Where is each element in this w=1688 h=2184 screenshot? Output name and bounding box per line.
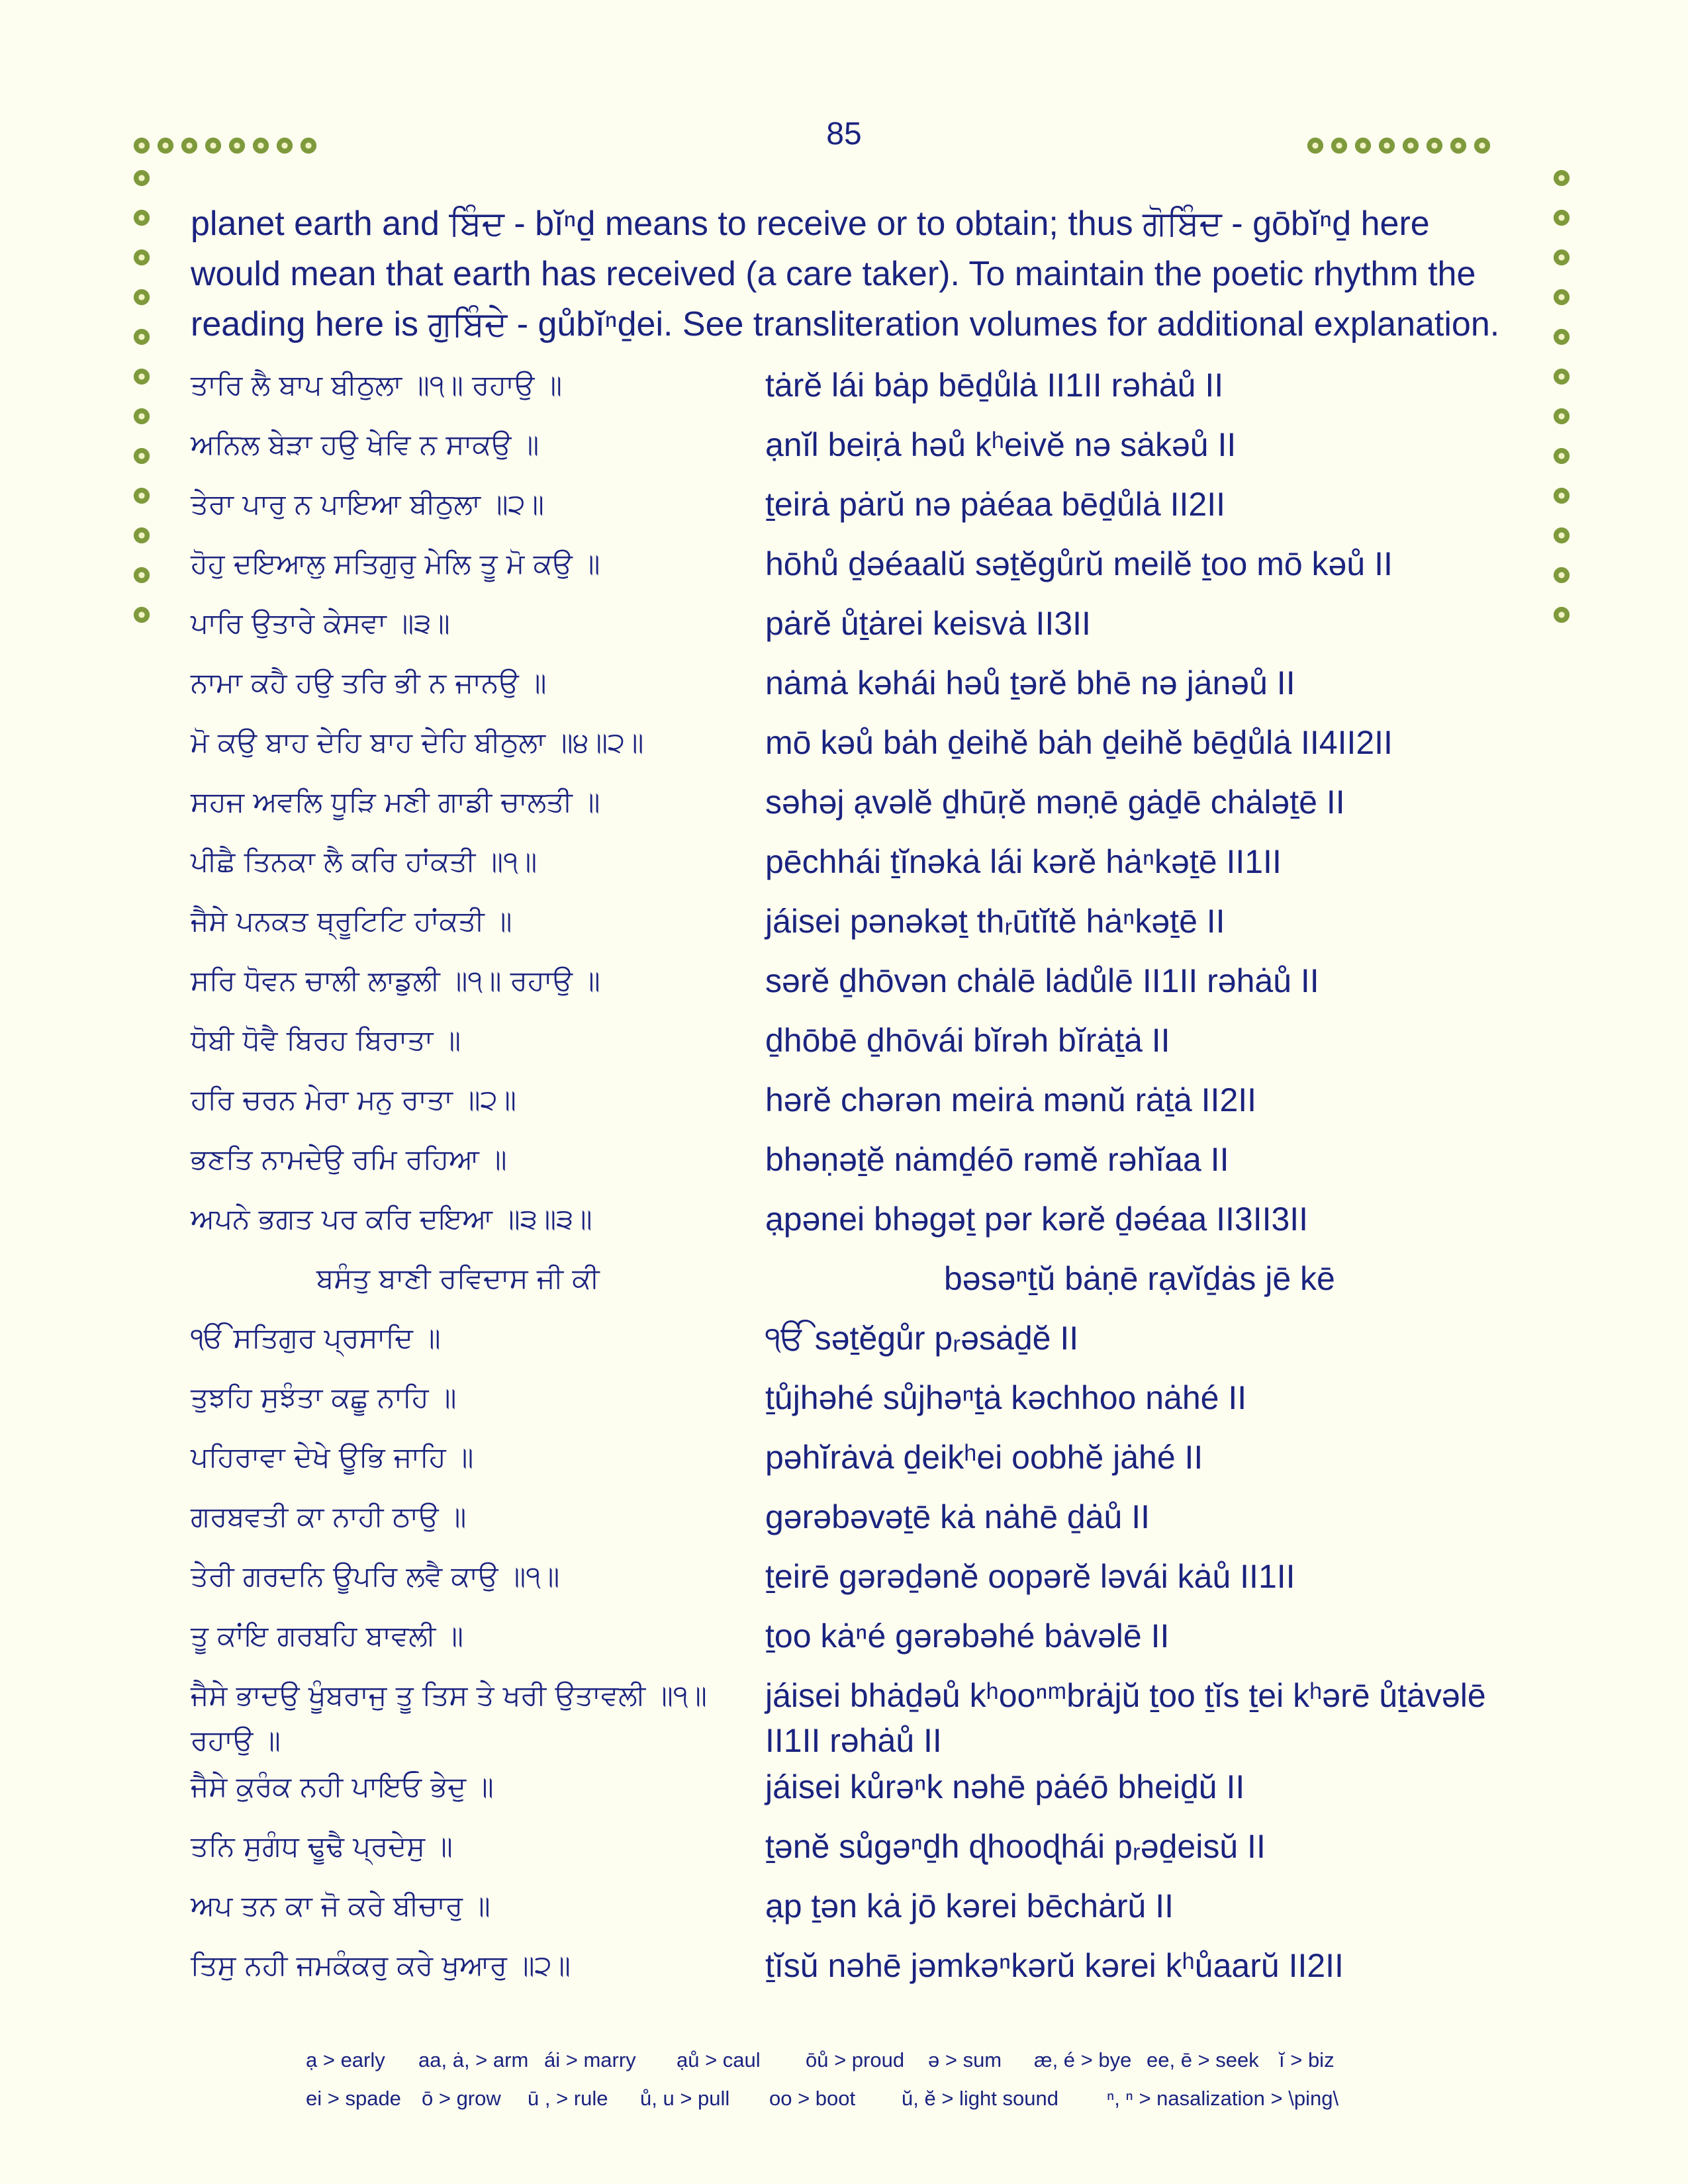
pronunciation-legend [306,2041,1511,2118]
page-number: 85 [826,116,862,152]
flower-icon [1425,136,1444,155]
gurmukhi-text: ਗਰਬਵਤੀ ਕਾ ਨਾਹੀ ਠਾਉ ॥ [191,1500,467,1533]
verse-row [191,1375,1521,1435]
ornament-border-left [132,169,151,624]
intro-line: reading here is ਗੁਬਿੰਦੇ - gůbĭⁿḏei. See transliteration volumes for additional explanation. [191,305,1500,343]
flower-icon [252,136,270,155]
verse-row [191,422,1521,482]
flower-icon [132,248,151,267]
legend-row [306,2041,1511,2079]
transliteration-text: jáisei pənəkəṯ thᵣūtĭtĕ hȧⁿkəṯē II [765,903,1225,940]
transliteration-text: bəsəⁿṯŭ bȧṇē rạvĭḏȧs jē kē [944,1260,1335,1297]
gurmukhi-text: ਬਸੰਤੁ ਬਾਣੀ ਰਵਿਦਾਸ ਜੀ ਕੀ [316,1262,600,1295]
flower-icon [204,136,222,155]
flower-icon [132,169,151,187]
transliteration-text: hōhů ḏəéaalŭ səṯĕgůrŭ meilĕ ṯoo mō kəů II [765,545,1393,582]
legend-entry: ŭ, ĕ > light sound [902,2087,1058,2110]
verse-row [191,1077,1521,1137]
legend-entry: ái > marry [544,2048,636,2071]
verse-list [191,363,1521,2003]
flower-icon [1401,136,1420,155]
flower-icon [132,606,151,624]
intro-line: planet earth and ਬਿੰਦ - bĭⁿḏ means to receive or to obtain; thus ਗੋਬਿੰਦ - gōbĭⁿḏ here [191,205,1430,243]
transliteration-text: ạnĭl beiṛȧ həů kʰeivĕ nə sȧkəů II [765,426,1237,463]
transliteration-text: gərəbəvəṯē kȧ nȧhē ḏȧů II [765,1498,1150,1535]
legend-entry: ōů > proud [806,2048,905,2071]
legend-entry: ạ > early [306,2048,385,2071]
flower-icon [1449,136,1468,155]
flower-icon [1552,447,1571,465]
transliteration-text: ṯeirȧ pȧrŭ nə pȧéaa bēḏůlȧ II2II [765,486,1225,523]
legend-entry: ⁿ, ⁿ > nasalization > \ping\ [1107,2087,1339,2110]
transliteration-text: jáisei bhȧḏəů kʰooⁿᵐbrȧjŭ ṯoo ṯĭs ṯei kʰərē ůṯȧvəlē II1II rəhȧů II [765,1677,1486,1759]
flower-icon [180,136,199,155]
gurmukhi-text: ੴ ਸਤਿਗੁਰ ਪ੍ਰਸਾਦਿ ॥ [191,1322,441,1354]
verse-row [191,541,1521,601]
ornament-border-right [1552,169,1571,624]
ornament-border-top-left [132,136,318,155]
verse-row [191,1824,1521,1884]
flower-icon [1354,136,1372,155]
legend-row [306,2079,1511,2118]
verse-row [191,780,1521,839]
legend-entry: aa, ȧ, > arm [418,2048,529,2071]
flower-icon [1552,486,1571,505]
gurmukhi-text: ਤਾਰਿ ਲੈ ਬਾਪ ਬੀਠੁਲਾ ॥੧॥ ਰਹਾਉ ॥ [191,369,563,401]
gurmukhi-text: ਤੇਰੀ ਗਰਦਨਿ ਊਪਰਿ ਲਵੈ ਕਾਉ ॥੧॥ [191,1560,560,1592]
gurmukhi-text: ਭਣਤਿ ਨਾਮਦੇਉ ਰਮਿ ਰਹਿਆ ॥ [191,1143,507,1175]
verse-row [191,1943,1521,2003]
legend-entry: oo > boot [769,2087,856,2110]
flower-icon [132,367,151,386]
legend-entry: ee, ē > seek [1147,2048,1259,2071]
transliteration-text: nȧmȧ kəhái həů ṯərĕ bhē nə jȧnəů II [765,664,1295,702]
flower-icon [1473,136,1491,155]
flower-icon [1552,526,1571,545]
verse-row [191,660,1521,720]
transliteration-text: ạpənei bhəgəṯ pər kərĕ ḏəéaa II3II3II [765,1201,1309,1238]
flower-icon [299,136,318,155]
flower-icon [1552,566,1571,584]
gurmukhi-text: ਪਹਿਰਾਵਾ ਦੇਖੇ ਊਭਿ ਜਾਹਿ ॥ [191,1441,474,1473]
transliteration-text: tȧrĕ lái bȧp bēḏůlȧ II1II rəhȧů II [765,367,1224,404]
verse-row [191,1316,1521,1375]
gurmukhi-text: ਤੂ ਕਾਂਇ ਗਰਬਹਿ ਬਾਵਲੀ ॥ [191,1619,463,1652]
gurmukhi-text: ਜੈਸੇ ਭਾਦਉ ਖੂੰਬਰਾਜੁ ਤੂ ਤਿਸ ਤੇ ਖਰੀ ਉਤਾਵਲੀ ॥੧॥ ਰਹਾਉ ॥ [191,1679,707,1756]
flower-icon [132,136,151,155]
transliteration-text: ṯoo kȧⁿé gərəbəhé bȧvəlē II [765,1617,1170,1655]
legend-entry: ů, u > pull [640,2087,730,2110]
gurmukhi-text: ਮੋ ਕਉ ਬਾਹ ਦੇਹਿ ਬਾਹ ਦੇਹਿ ਬੀਠੁਲਾ ॥੪॥੨॥ [191,726,644,758]
flower-icon [1552,407,1571,426]
gurmukhi-text: ਸਰਿ ਧੋਵਨ ਚਾਲੀ ਲਾਡੁਲੀ ॥੧॥ ਰਹਾਉ ॥ [191,964,600,997]
flower-icon [1552,208,1571,227]
flower-icon [1378,136,1396,155]
flower-icon [228,136,246,155]
verse-row [191,601,1521,660]
transliteration-text: ੴ səṯĕgůr pᵣəsȧḏĕ II [765,1320,1079,1357]
intro-line: would mean that earth has received (a care taker). To maintain the poetic rhythm the [191,255,1476,293]
transliteration-text: jáisei kůrəⁿk nəhē pȧéō bheiḏŭ II [765,1768,1245,1805]
legend-entry: ō > grow [422,2087,501,2110]
transliteration-text: ḏhōbē ḏhōvái bĭrəh bĭrȧṯȧ II [765,1022,1170,1059]
legend-entry: ạů > caul [677,2048,761,2071]
flower-icon [1330,136,1348,155]
gurmukhi-text: ਤਨਿ ਸੁਗੰਧ ਢੂਢੈ ਪ੍ਰਦੇਸੁ ॥ [191,1830,453,1862]
verse-row [191,1494,1521,1554]
legend-entry: ĭ > biz [1279,2048,1335,2071]
verse-row [191,958,1521,1018]
gurmukhi-text: ਹਰਿ ਚਰਨ ਮੇਰਾ ਮਨੁ ਰਾਤਾ ॥੨॥ [191,1083,516,1116]
gurmukhi-text: ਤੁਝਹਿ ਸੁਝੰਤਾ ਕਛੂ ਨਾਹਿ ॥ [191,1381,457,1414]
verse-row [191,720,1521,780]
flower-icon [1552,606,1571,624]
flower-icon [132,526,151,545]
gurmukhi-text: ਪਾਰਿ ਉਤਾਰੇ ਕੇਸਵਾ ॥੩॥ [191,607,450,639]
gurmukhi-text: ਧੋਬੀ ਧੋਵੈ ਬਿਰਹ ਬਿਰਾਤਾ ॥ [191,1024,461,1056]
flower-icon [1552,169,1571,187]
transliteration-text: ṯůjhəhé sůjhəⁿṯȧ kəchhoo nȧhé II [765,1379,1247,1416]
verse-row [191,1884,1521,1943]
verse-row [191,839,1521,899]
flower-icon [132,447,151,465]
verse-row [191,1197,1521,1256]
gurmukhi-text: ਹੋਹੁ ਦਇਆਲੁ ਸਤਿਗੁਰੁ ਮੇਲਿ ਤੂ ਮੋ ਕਉ ॥ [191,547,600,580]
flower-icon [1552,288,1571,306]
flower-icon [156,136,175,155]
gurmukhi-text: ਅਨਿਲ ਬੇੜਾ ਹਉ ਖੇਵਿ ਨ ਸਾਕਉ ॥ [191,428,539,461]
transliteration-text: səhəj ạvəlĕ ḏhūṛĕ məṇē gȧḏē chȧləṯē II [765,784,1345,821]
gurmukhi-text: ਤਿਸੁ ਨਹੀ ਜਮਕੰਕਰੁ ਕਰੇ ਖੁਆਰੁ ॥੨॥ [191,1949,571,1981]
legend-entry: ei > spade [306,2087,401,2110]
verse-row [191,1018,1521,1077]
legend-entry: ū , > rule [528,2087,608,2110]
flower-icon [132,328,151,346]
verse-row [191,1614,1521,1673]
gurmukhi-text: ਜੈਸੇ ਪਨਕਤ ਥ੍ਰੂਟਿਟਿ ਹਾਂਕਤੀ ॥ [191,905,512,937]
legend-entry: ə > sum [928,2048,1002,2071]
flower-icon [1552,367,1571,386]
section-title-row [191,1256,1521,1316]
gurmukhi-text: ਸਹਜ ਅਵਲਿ ਧੂੜਿ ਮਣੀ ਗਾਡੀ ਚਾਲਤੀ ॥ [191,786,600,818]
verse-row [191,1673,1521,1764]
flower-icon [132,288,151,306]
flower-icon [132,208,151,227]
flower-icon [1306,136,1325,155]
transliteration-text: pēchhái ṯĭnəkȧ lái kərĕ hȧⁿkəṯē II1II [765,843,1282,880]
verse-row [191,1554,1521,1614]
transliteration-text: hərĕ chərən meirȧ mənŭ rȧṯȧ II2II [765,1081,1257,1118]
ornament-border-top-right [1306,136,1491,155]
transliteration-text: ṯĭsŭ nəhē jəmkəⁿkərŭ kərei kʰůaarŭ II2II [765,1947,1344,1984]
gurmukhi-text: ਪੀਛੈ ਤਿਨਕਾ ਲੈ ਕਰਿ ਹਾਂਕਤੀ ॥੧॥ [191,845,538,878]
flower-icon [275,136,294,155]
legend-entry: æ, é > bye [1034,2048,1132,2071]
gurmukhi-text: ਤੇਰਾ ਪਾਰੁ ਨ ਪਾਇਆ ਬੀਠੁਲਾ ॥੨॥ [191,488,544,520]
verse-row [191,899,1521,958]
transliteration-text: pȧrĕ ůṯȧrei keisvȧ II3II [765,605,1091,642]
flower-icon [1552,328,1571,346]
gurmukhi-text: ਅਪ ਤਨ ਕਾ ਜੋ ਕਰੇ ਬੀਚਾਰੁ ॥ [191,1889,491,1922]
verse-row [191,482,1521,541]
transliteration-text: ṯənĕ sůgəⁿḏh ɖhooɖhái pᵣəḏeisŭ II [765,1828,1266,1865]
intro-paragraph [191,199,1521,349]
transliteration-text: ṯeirē gərəḏənĕ oopərĕ ləvái kȧů II1II [765,1558,1295,1595]
transliteration-text: ạp ṯən kȧ jō kərei bēchȧrŭ II [765,1888,1174,1925]
gurmukhi-text: ਜੈਸੇ ਕੁਰੰਕ ਨਹੀ ਪਾਇਓ ਭੇਦੁ ॥ [191,1770,494,1803]
verse-row [191,1435,1521,1494]
flower-icon [132,486,151,505]
verse-row [191,1137,1521,1197]
gurmukhi-text: ਅਪਨੇ ਭਗਤ ਪਰ ਕਰਿ ਦਇਆ ॥੩॥੩॥ [191,1203,592,1235]
flower-icon [132,407,151,426]
flower-icon [1552,248,1571,267]
verse-row [191,363,1521,422]
verse-row [191,1764,1521,1824]
transliteration-text: pəhĭrȧvȧ ḏeikʰei oobhĕ jȧhé II [765,1439,1203,1476]
transliteration-text: sərĕ ḏhōvən chȧlē lȧdůlē II1II rəhȧů II [765,962,1319,999]
flower-icon [132,566,151,584]
gurmukhi-text: ਨਾਮਾ ਕਹੈ ਹਉ ਤਰਿ ਭੀ ਨ ਜਾਨਉ ॥ [191,666,547,699]
transliteration-text: bhəṇəṯĕ nȧmḏéō rəmĕ rəhĭaa II [765,1141,1229,1178]
transliteration-text: mō kəů bȧh ḏeihĕ bȧh ḏeihĕ bēḏůlȧ II4II2II [765,724,1393,761]
